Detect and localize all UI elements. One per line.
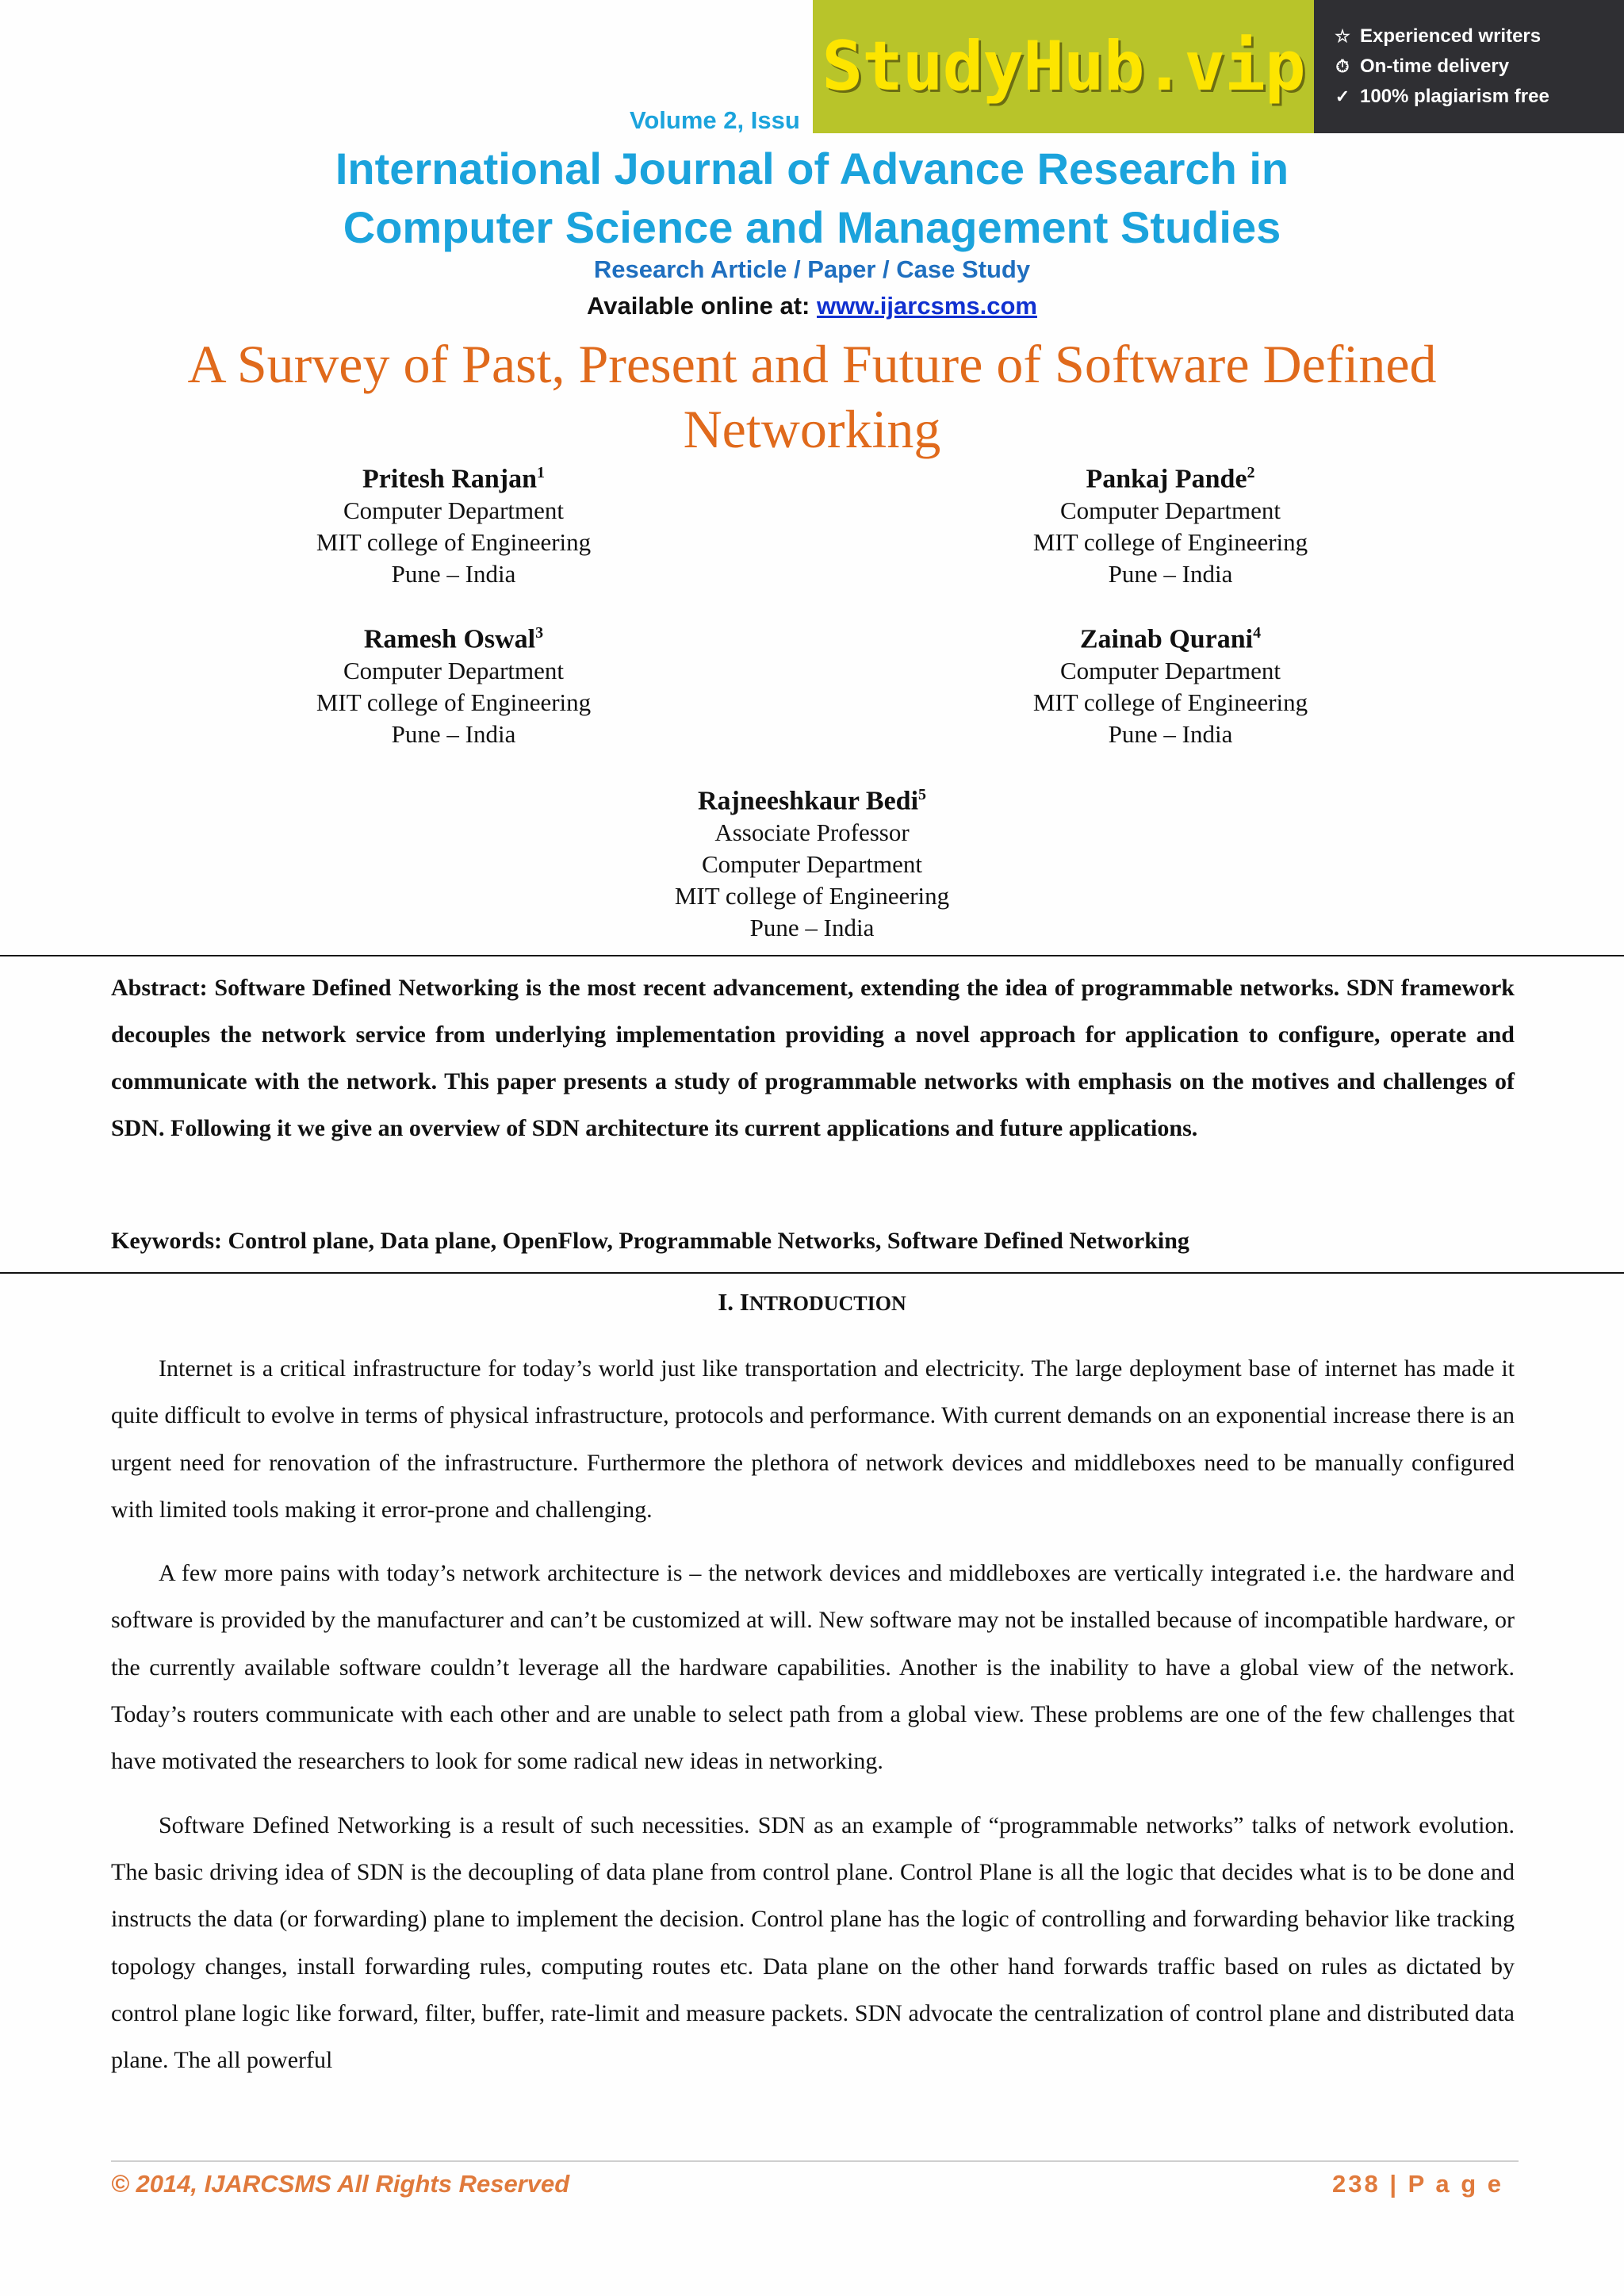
author-location: Pune – India — [1108, 720, 1233, 749]
author-location: Pune – India — [391, 560, 516, 588]
author-block — [232, 457, 676, 590]
journal-title-line-1: International Journal of Advance Research in — [335, 144, 1289, 194]
section-heading: I. INTRODUCTION — [718, 1288, 906, 1316]
feature-label: Experienced writers — [1360, 25, 1542, 47]
feature-experienced-writers — [1333, 25, 1624, 48]
body-text — [111, 1345, 1515, 2100]
clock-icon: ⏱ — [1335, 56, 1350, 76]
keywords: Keywords: Control plane, Data plane, OpenFlow, Programmable Networks, Software Defined Networking — [111, 1228, 1189, 1254]
logo-text: StudyHub.vip — [822, 27, 1305, 106]
paper-title — [159, 332, 1465, 462]
page-number: 238 — [1331, 2170, 1381, 2198]
banner-features — [1314, 0, 1624, 133]
author-college: MIT college of Engineering — [1032, 528, 1308, 557]
divider — [0, 1272, 1624, 1274]
available-online — [0, 292, 1624, 320]
feature-label: On-time delivery — [1360, 56, 1510, 77]
footer-page — [1332, 2170, 1503, 2198]
author-name: Pankaj Pande$^2$ — [1086, 464, 1255, 494]
author-department: Computer Department — [1059, 496, 1281, 525]
author-department: Computer Department — [343, 657, 565, 685]
author-name: Zainab Qurani$^4$ — [1079, 624, 1262, 654]
website-link[interactable]: www.ijarcsms.com — [817, 292, 1037, 320]
volume-issue: Volume 2, Issu — [630, 106, 800, 134]
feature-plagiarism-free — [1333, 86, 1624, 108]
author-name: Ramesh Oswal$^3$ — [363, 624, 544, 654]
author-location: Pune – India — [749, 914, 875, 942]
author-location: Pune – India — [391, 720, 516, 749]
footer-divider — [111, 2160, 1519, 2162]
divider — [0, 955, 1624, 956]
studyhub-logo[interactable] — [813, 0, 1314, 133]
author-block — [232, 617, 676, 750]
footer-copyright: © 2014, IJARCSMS All Rights Reserved — [111, 2170, 570, 2198]
shield-check-icon: ✓ — [1335, 86, 1350, 106]
author-college: MIT college of Engineering — [316, 688, 592, 717]
available-label: Available online at: — [587, 292, 817, 320]
author-position: Associate Professor — [714, 818, 910, 847]
feature-on-time-delivery — [1333, 56, 1624, 78]
author-location: Pune – India — [1108, 560, 1233, 588]
author-college: MIT college of Engineering — [1032, 688, 1308, 717]
journal-title — [0, 140, 1624, 257]
star-icon: ☆ — [1335, 26, 1350, 46]
author-name: Pritesh Ranjan$^1$ — [362, 464, 546, 494]
paragraph: Software Defined Networking is a result of such necessities. SDN as an example of “programmable networks” talks of network evolution. The basic driving idea of SDN is the decoupling of data plane from control plane. Control Plane is all the logic that decides what is to be done and instructs the data (or forwarding) plane to implement the decision. Control plane has the logic of controlling and forwarding behavior like tracking topology changes, install forwarding rules, computing routes etc. Data plane on the other hand forwards traffic based on rules as dictated by control plane logic like forward, filter, buffer, rate-limit and measure packets. SDN advocate the centralization of control plane and distributed data plane. The all powerful — [111, 1811, 1515, 2074]
page-label: | P a g e — [1380, 2170, 1503, 2198]
author-college: MIT college of Engineering — [674, 882, 950, 910]
studyhub-banner[interactable] — [813, 0, 1624, 133]
paragraph: A few more pains with today’s network architecture is – the network devices and middleboxes are vertically integrated i.e. the hardware and software is provided by the manufacturer and can’t be customized at will. New software may not be installed because of incompatible hardware, or the currently available software couldn’t leverage all the hardware capabilities. Another is the inability to have a global view of the network. Today’s routers communicate with each other and are unable to select path from a global view. These problems are one of the few challenges that have motivated the researchers to look for some radical new ideas in networking. — [111, 1560, 1515, 1775]
author-block — [590, 779, 1034, 944]
journal-title-line-2: Computer Science and Management Studies — [343, 202, 1281, 252]
paper-title-line-1: A Survey of Past, Present and Future of Software Defined — [187, 334, 1437, 394]
abstract: Abstract: Software Defined Networking is the most recent advancement, extending the idea of programmable networks. SDN framework decouples the network service from underlying implementation providing a novel approach for application to configure, operate and communicate with the network. This paper presents a study of programmable networks with emphasis on the motives and challenges of SDN. Following it we give an overview of SDN architecture its current applications and future applications. — [111, 975, 1515, 1141]
author-department: Computer Department — [701, 850, 923, 879]
article-type: Research Article / Paper / Case Study — [593, 255, 1031, 283]
paper-title-line-2: Networking — [683, 399, 941, 459]
author-block — [948, 617, 1392, 750]
feature-label: 100% plagiarism free — [1360, 86, 1549, 107]
author-department: Computer Department — [1059, 657, 1281, 685]
paragraph: Internet is a critical infrastructure for today’s world just like transportation and electricity. The large deployment base of internet has made it quite difficult to evolve in terms of physical infrastructure, protocols and performance. With current demands on an exponential increase there is an urgent need for renovation of the infrastructure. Furthermore the plethora of network devices and middleboxes need to be manually configured with limited tools making it error-prone and challenging. — [111, 1355, 1515, 1523]
author-college: MIT college of Engineering — [316, 528, 592, 557]
author-block — [948, 457, 1392, 590]
author-name: Rajneeshkaur Bedi$^5$ — [697, 786, 927, 816]
author-department: Computer Department — [343, 496, 565, 525]
